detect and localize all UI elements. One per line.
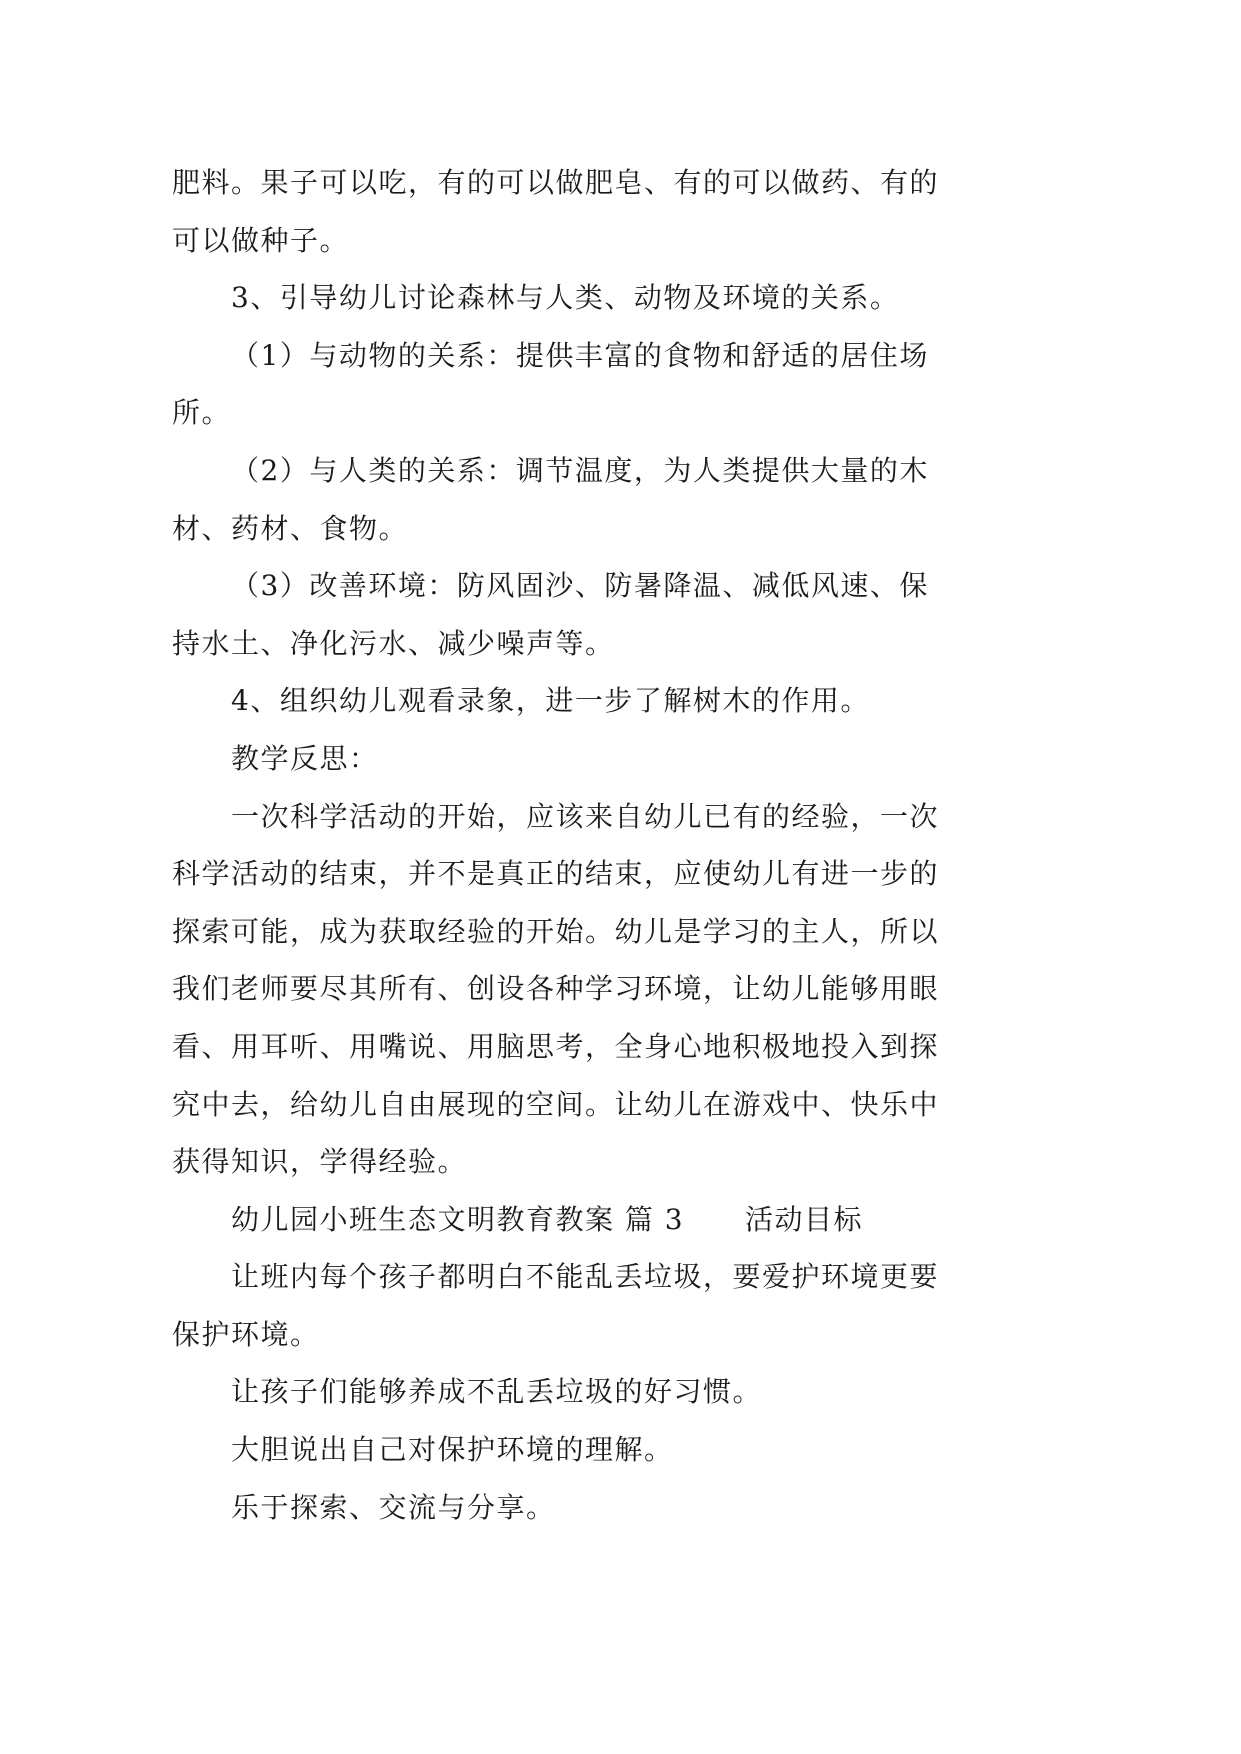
reflection-heading: 教学反思： (231, 741, 379, 775)
paragraph-line: 4、组织幼儿观看录象，进一步了解树木的作用。 (231, 684, 870, 718)
objective-line: 大胆说出自己对保护环境的理解。 (231, 1433, 674, 1467)
section-heading: 活动目标 (745, 1202, 864, 1236)
paragraph-line: 所。 (172, 396, 232, 430)
paragraph-line: （3）改善环境：防风固沙、防暑降温、减低风速、保 (231, 569, 929, 603)
objective-line: 乐于探索、交流与分享。 (231, 1490, 556, 1524)
paragraph-line: 可以做种子。 (172, 223, 350, 257)
objective-line: 保护环境。 (172, 1317, 320, 1351)
paragraph-line: （1）与动物的关系：提供丰富的食物和舒适的居住场 (231, 338, 929, 372)
paragraph-line: 一次科学活动的开始，应该来自幼儿已有的经验，一次 (231, 799, 940, 833)
section-title-line (172, 1191, 972, 1249)
paragraph-line: 获得知识，学得经验。 (172, 1145, 468, 1179)
paragraph-line: 看、用耳听、用嘴说、用脑思考，全身心地积极地投入到探 (172, 1029, 940, 1063)
paragraph-line: 科学活动的结束，并不是真正的结束，应使幼儿有进一步的 (172, 857, 940, 891)
paragraph-line: 持水土、净化污水、减少噪声等。 (172, 626, 615, 660)
objective-line: 让孩子们能够养成不乱丢垃圾的好习惯。 (231, 1375, 763, 1409)
document-body (172, 154, 972, 1536)
paragraph-line: 肥料。果子可以吃，有的可以做肥皂、有的可以做药、有的 (172, 166, 940, 199)
paragraph-line: 材、药材、食物。 (172, 511, 409, 545)
paragraph-line: （2）与人类的关系：调节温度，为人类提供大量的木 (231, 453, 929, 487)
paragraph-line: 究中去，给幼儿自由展现的空间。让幼儿在游戏中、快乐中 (172, 1087, 940, 1121)
objective-line: 让班内每个孩子都明白不能乱丢垃圾，要爱护环境更要 (231, 1260, 940, 1294)
paragraph-line: 3、引导幼儿讨论森林与人类、动物及环境的关系。 (231, 281, 900, 315)
paragraph-line: 探索可能，成为获取经验的开始。幼儿是学习的主人，所以 (172, 914, 940, 948)
section-title: 幼儿园小班生态文明教育教案 篇 3 (231, 1202, 685, 1236)
paragraph-line: 我们老师要尽其所有、创设各种学习环境，让幼儿能够用眼 (172, 972, 940, 1006)
